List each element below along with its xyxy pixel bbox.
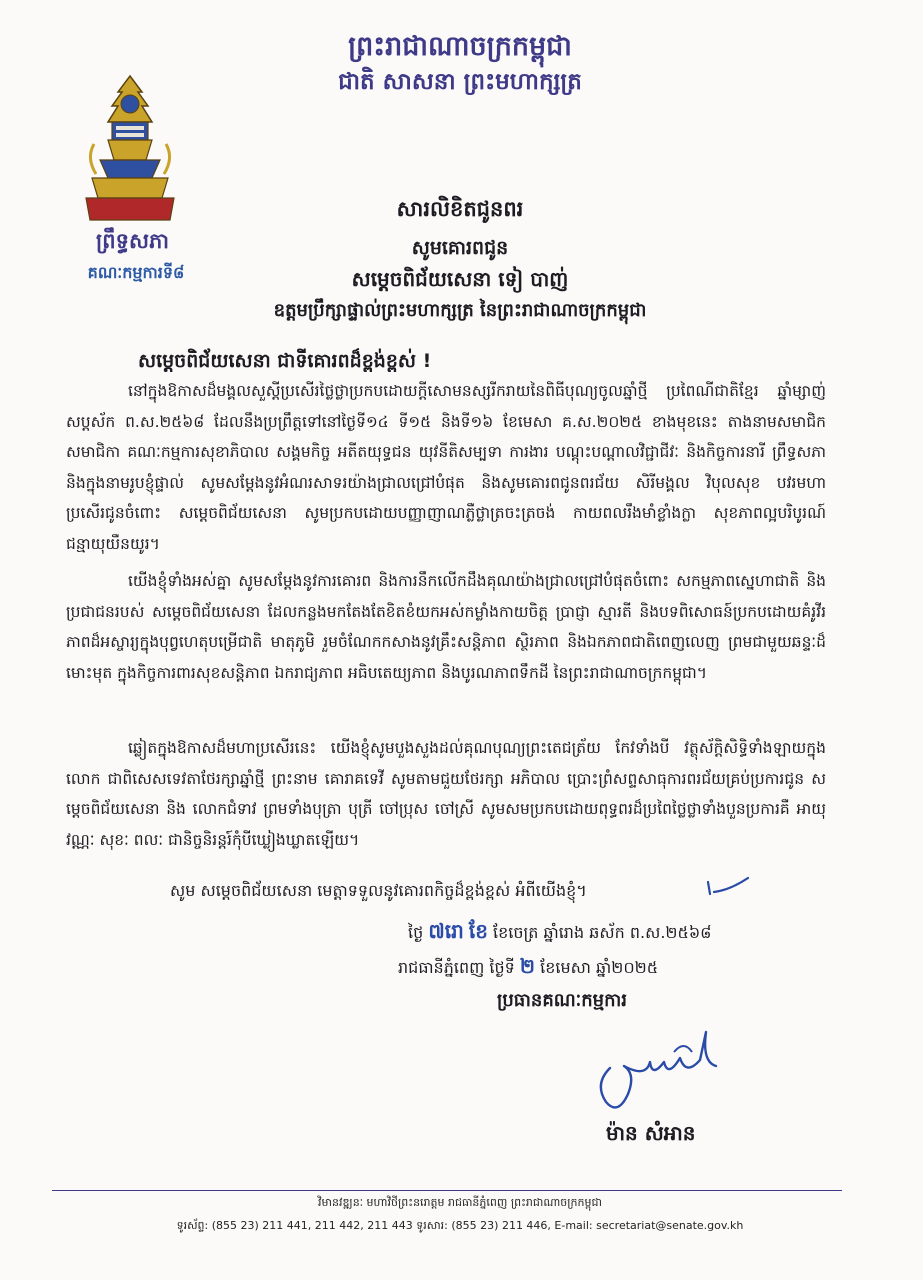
document-title: សារលិខិតជូនពរ (396, 197, 524, 221)
body-paragraph (66, 733, 826, 855)
recipient-name: សម្តេចពិជ័យសេនា ទៀ បាញ់ (351, 267, 569, 291)
footer-divider (52, 1190, 842, 1191)
solar-date (398, 953, 658, 983)
closing-line: សូម សម្តេចពិជ័យសេនា មេត្តាទទួលនូវគោរពកិច្ចដ៏ខ្ពង់ខ្ពស់ អំពីយើងខ្ញុំ។ (170, 881, 587, 900)
national-motto: ជាតិ សាសនា ព្រះមហាក្សត្រ (338, 69, 582, 95)
signatory-name: ម៉ាន សំអាន (606, 1121, 696, 1145)
senate-name: ព្រឹទ្ធសភា (96, 229, 169, 253)
solar-date-suffix: ខែមេសា ឆ្នាំ២០២៥ (540, 958, 659, 977)
kingdom-heading: ព្រះរាជាណាចក្រកម្ពុជា (348, 31, 572, 62)
handwritten-lunar-day: ៧រោ (428, 919, 464, 943)
senate-emblem-icon (82, 74, 178, 222)
handwritten-solar-day: ២ (519, 954, 536, 978)
solar-date-prefix: រាជធានីភ្នំពេញ ថ្ងៃទី (398, 958, 515, 977)
body-paragraph (66, 376, 826, 559)
footer-contact: ទូរស័ព្ទ: (855 23) 211 441, 211 442, 211 443 ទូរសារ: (855 23) 211 446, E-mail: secretariat@senate.gov.kh (176, 1219, 744, 1232)
handwritten-signature-icon (588, 1022, 724, 1118)
handwritten-tick-icon (706, 876, 750, 898)
lunar-date (408, 918, 712, 948)
paragraph-text: ឆ្លៀតក្នុងឱកាសដ៏មហាប្រសើរនេះ យើងខ្ញុំសូមបួងសួងដល់គុណបុណ្យព្រះតេជត្រ័យ កែវទាំងបី វត្ថុស័ក្តិសិទ្ធិទាំងឡាយក្នុងលោក ជាពិសេសទេវតាថែរក្សាឆ្នាំថ្មី ព្រះនាម គោរាគទេវី សូមតាមជួយថែរក្សា អភិបាល ប្រោះព្រំសព្ទសាធុការពរជ័យគ្រប់ប្រការជូន សម្តេចពិជ័យសេនា និង លោកជំទាវ ព្រមទាំងបុត្រា បុត្រី ចៅប្រុស ចៅស្រី សូមសមប្រកបដោយពុទ្ធពរដ៏ប្រពៃថ្លៃថ្លាទាំងបួនប្រការគឺ អាយុ វណ្ណៈ សុខៈ ពលៈ ជានិច្ចនិរន្តរ៍កុំបីឃ្លៀងឃ្លាតឡើយ។ (66, 739, 826, 849)
signatory-title: ប្រធានគណៈកម្មការ (497, 990, 627, 1011)
recipient-position: ឧត្តមប្រឹក្សាផ្ទាល់ព្រះមហាក្សត្រ នៃព្រះរាជាណាចក្រកម្ពុជា (273, 300, 647, 321)
paragraph-text: នៅក្នុងឱកាសដ៏មង្គលសួស្តីប្រសើរថ្លៃថ្លាប្រកបដោយក្តីសោមនស្សរីករាយនៃពិធីបុណ្យចូលឆ្នាំថ្មី ប្រពៃណីជាតិខ្មែរ ឆ្នាំម្សាញ់ សប្តស័ក ព.ស.២៥៦៨ ដែលនឹងប្រព្រឹត្តទៅនៅថ្ងៃទី១៤ ទី១៥ និងទី១៦ ខែមេសា គ.ស.២០២៥ ខាងមុខនេះ តាងនាមសមាជិក សមាជិកា គណៈកម្មការសុខាភិបាល សង្គមកិច្ច អតីតយុទ្ធជន យុវនីតិសម្បទា ការងារ បណ្តុះបណ្តាលវិជ្ជាជីវៈ និងកិច្ចការនារី ព្រឹទ្ធសភា និងក្នុងនាមរូបខ្ញុំផ្ទាល់ សូមសម្តែងនូវអំណរសាទរយ៉ាងជ្រាលជ្រៅបំផុត និងសូមគោរពជូនពរជ័យ សិរីមង្គល វិបុលសុខ បវរមហាប្រសើរជូនចំពោះ សម្តេចពិជ័យសេនា សូមប្រកបដោយបញ្ញាញាណភ្លឺថ្លាត្រចះត្រចង់ កាយពលរឹងមាំខ្លាំងក្លា សុខភាពល្អបរិបូរណ៍ ជន្មាយុយឺនយូរ។ (66, 382, 826, 553)
lunar-date-suffix: ខែចេត្រ ឆ្នាំរោង ឆស័ក ព.ស.២៥៦៨ (493, 923, 712, 942)
handwritten-lunar-mark: ខែ (468, 919, 488, 943)
committee-name: គណៈកម្មការទី៨ (87, 263, 185, 282)
respect-line: សូមគោរពជូន (411, 237, 509, 259)
footer-address: វិមានវឌ្ឍនៈ មហាវិថីព្រះនរោត្តម រាជធានីភ្នំពេញ ព្រះរាជាណាចក្រកម្ពុជា (318, 1196, 602, 1209)
salutation: សម្តេចពិជ័យសេនា ជាទីគោរពដ៏ខ្ពង់ខ្ពស់ ! (138, 350, 432, 372)
paragraph-text: យើងខ្ញុំទាំងអស់គ្នា សូមសម្តែងនូវការគោរព និងការនឹកលើកដឹងគុណយ៉ាងជ្រាលជ្រៅបំផុតចំពោះ សកម្មភាពស្នេហាជាតិ និងប្រជាជនរបស់ សម្តេចពិជ័យសេនា ដែលកន្លងមកតែងតែខិតខំយកអស់កម្លាំងកាយចិត្ត ប្រាជ្ញា ស្មារតី និងបទពិសោធន៍ប្រកបដោយគំរូវីរភាពដ៏អស្ចារ្យក្នុងបុព្វហេតុបម្រើជាតិ មាតុភូមិ រួមចំណែកកសាងនូវគ្រឹះសន្តិភាព ស្ថិរភាព និងឯកភាពជាតិពេញលេញ ព្រមជាមួយឆន្ទៈដ៏មោះមុត ក្នុងកិច្ចការពារសុខសន្តិភាព ឯករាជ្យភាព អធិបតេយ្យភាព និងបូរណភាពទឹកដី នៃព្រះរាជាណាចក្រកម្ពុជា។ (66, 572, 826, 682)
body-paragraph (66, 566, 826, 688)
lunar-date-prefix: ថ្ងៃ (408, 923, 424, 942)
